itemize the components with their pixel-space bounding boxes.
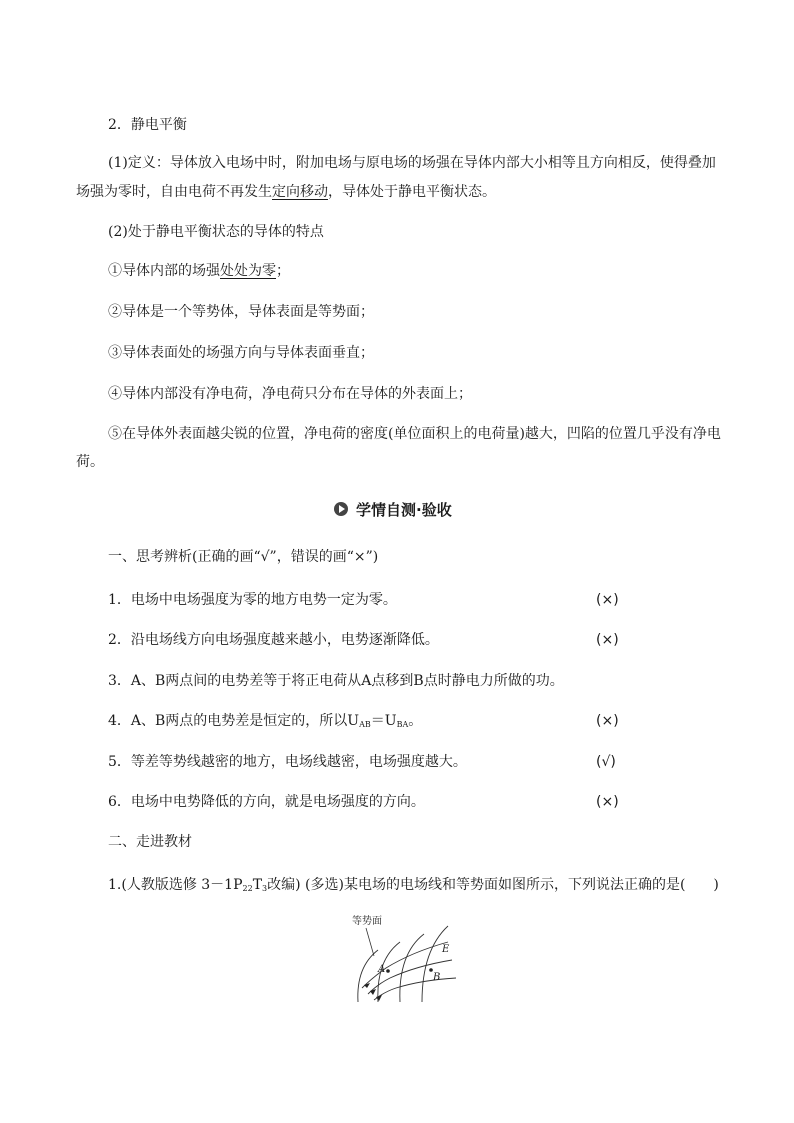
section-title: 学情自测·验收	[356, 500, 452, 519]
question-5: 5．等差等势线越密的地方，电场线越密，电场强度越大。	[108, 754, 467, 770]
question-6: 6．电场中电势降低的方向，就是电场强度的方向。	[108, 794, 425, 810]
equipotential-arc-3	[400, 934, 424, 1002]
question-4-text: 4．A、B两点的电势差是恒定的，所以U	[108, 713, 360, 729]
self-test-section-header	[334, 499, 452, 519]
definition-text: 场强为零时，自由电荷不再发生	[76, 184, 272, 200]
point-a-label: A	[378, 964, 386, 975]
definition-text-end: ，导体处于静电平衡状态。	[328, 184, 496, 200]
figure-svg	[352, 912, 464, 1004]
answer-mark-1: (×)	[596, 592, 619, 608]
play-circle-icon	[334, 502, 348, 516]
feature-1-end: ；	[276, 263, 290, 279]
textbook-question-text: 1.(人教版选修 3－1P	[108, 877, 243, 893]
feature-1-text: ①导体内部的场强	[108, 263, 220, 279]
answer-mark-5: (√)	[596, 754, 616, 770]
textbook-question-1	[108, 877, 719, 897]
answer-mark-6: (×)	[596, 794, 619, 810]
subscript-ba: BA	[396, 720, 409, 729]
subscript-page: 22	[242, 884, 253, 893]
textbook-question-end: 改编) (多选)某电场的电场线和等势面如图所示，下列说法正确的是( )	[267, 877, 719, 893]
point-a-dot	[386, 969, 390, 973]
feature-3: ③导体表面处的场强方向与导体表面垂直；	[108, 345, 374, 361]
question-1: 1．电场中电场强度为零的地方电势一定为零。	[108, 592, 397, 608]
answer-mark-4: (×)	[596, 713, 619, 729]
feature-4: ④导体内部没有净电荷，净电荷只分布在导体的外表面上；	[108, 386, 472, 402]
underlined-term-zero-everywhere: 处处为零	[220, 263, 276, 279]
figure-label: 等势面	[352, 916, 382, 927]
field-lines-equipotential-figure	[352, 912, 464, 1004]
subscript-ab: AB	[359, 720, 371, 729]
feature-2: ②导体是一个等势体，导体表面是等势面；	[108, 304, 374, 320]
part1-heading: 一、思考辨析(正确的画“√”，错误的画“×”)	[108, 549, 379, 565]
equipotential-arc-4	[422, 926, 448, 1002]
field-line-3	[374, 978, 456, 1000]
label-leader-line	[366, 928, 374, 956]
question-4-end: 。	[408, 713, 423, 729]
question-3: 3．A、B两点间的电势差等于将正电荷从A点移到B点时静电力所做的功。	[108, 673, 564, 689]
part2-heading: 二、走进教材	[108, 834, 192, 850]
definition-line-2	[76, 184, 496, 200]
question-4-equals: ＝U	[370, 713, 397, 729]
feature-5-line-2: 荷。	[76, 454, 104, 470]
underlined-term-directional-movement: 定向移动	[272, 184, 328, 200]
answer-mark-2: (×)	[596, 632, 619, 648]
question-2: 2．沿电场线方向电场强度越来越小，电势逐渐降低。	[108, 632, 439, 648]
feature-1	[108, 263, 290, 279]
features-heading: (2)处于静电平衡状态的导体的特点	[108, 224, 324, 240]
question-4	[108, 713, 422, 733]
feature-5-line-1: ⑤在导体外表面越尖锐的位置，净电荷的密度(单位面积上的电荷量)越大，凹陷的位置几乎没有净电	[108, 426, 721, 442]
subscript-problem: 3	[262, 884, 268, 893]
point-e-label: E	[442, 944, 450, 955]
definition-line-1: (1)定义：导体放入电场中时，附加电场与原电场的场强在导体内部大小相等且方向相反，使得叠加	[108, 155, 716, 171]
textbook-question-t: T	[252, 877, 263, 893]
point-b-label: B	[433, 972, 441, 983]
section-heading-electrostatic-equilibrium: 2．静电平衡	[108, 117, 187, 133]
